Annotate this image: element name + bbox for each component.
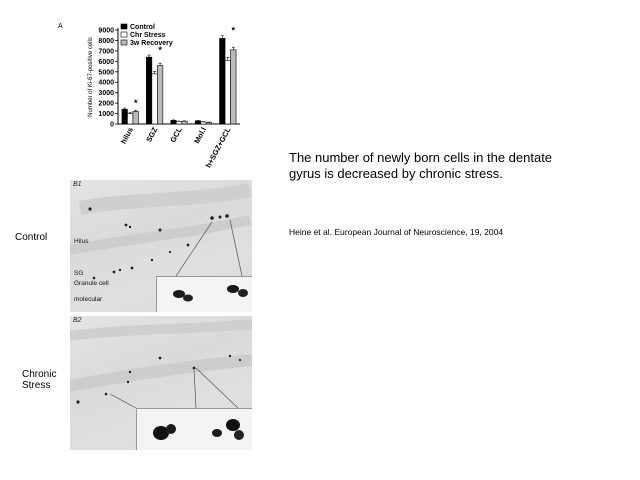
y-tick-label: 5000 [98, 69, 114, 77]
x-tick-label: h+SGZ+GCL [203, 125, 233, 170]
micrograph-chronic-stress [70, 316, 252, 450]
citation: Heine et al. European Journal of Neuroscience, 19, 2004 [289, 227, 504, 237]
bar [176, 121, 182, 124]
bar [146, 57, 152, 124]
y-axis-label: Number of Ki-67-positive cells [88, 37, 94, 117]
micrograph-chronic-stress-inset [136, 408, 252, 450]
legend-swatch [121, 24, 127, 29]
bar [182, 121, 188, 124]
significance-star: * [231, 25, 236, 36]
significance-star: * [158, 45, 162, 56]
x-tick-label: hilus [118, 125, 135, 146]
x-tick-label: Mol.l [192, 125, 209, 146]
y-tick-label: 3000 [98, 90, 114, 98]
bar [220, 38, 226, 124]
bar [201, 122, 207, 124]
micrograph-control [70, 180, 252, 312]
bar [122, 109, 128, 124]
bar [152, 74, 158, 124]
label-molecular: molecular [74, 296, 103, 303]
bar [231, 50, 237, 124]
bar [195, 121, 201, 124]
bar [171, 120, 177, 124]
label-hilus: Hilus [74, 238, 89, 245]
bar [206, 122, 212, 124]
micrograph-code-b1: B1 [73, 181, 82, 188]
caption: The number of newly born cells in the dentate gyrus is decreased by chronic stress. [289, 150, 553, 181]
y-tick-label: 2000 [98, 100, 114, 108]
label-control: Control [15, 232, 48, 243]
y-tick-label: 1000 [98, 111, 114, 119]
bar [133, 111, 139, 124]
y-tick-label: 0 [110, 121, 114, 129]
y-tick-label: 4000 [98, 79, 114, 87]
legend-label: Chr Stress [130, 32, 166, 39]
x-tick-label: GCL [168, 125, 184, 144]
legend-label: 3w Recovery [130, 40, 173, 47]
label-sg: SG [74, 270, 84, 277]
y-tick-label: 8000 [98, 37, 114, 45]
label-chronic-stress: Chronic Stress [22, 369, 57, 391]
bar [225, 60, 231, 124]
y-tick-label: 7000 [98, 48, 114, 56]
bar-chart-svg [56, 20, 256, 180]
label-granule-cell: Granule cell [74, 280, 109, 287]
x-tick-label: SGZ [144, 125, 160, 144]
significance-star: * [133, 98, 138, 109]
legend-label: Control [130, 24, 155, 31]
y-tick-label: 9000 [98, 27, 114, 35]
bar [127, 114, 133, 124]
bar [157, 66, 163, 124]
micrograph-code-b2: B2 [73, 317, 82, 324]
legend-swatch [121, 40, 127, 45]
legend-swatch [121, 32, 127, 37]
micrograph-control-inset [156, 276, 252, 312]
bar-chart [56, 20, 256, 180]
panel-letter: A [58, 23, 63, 30]
y-tick-label: 6000 [98, 58, 114, 66]
